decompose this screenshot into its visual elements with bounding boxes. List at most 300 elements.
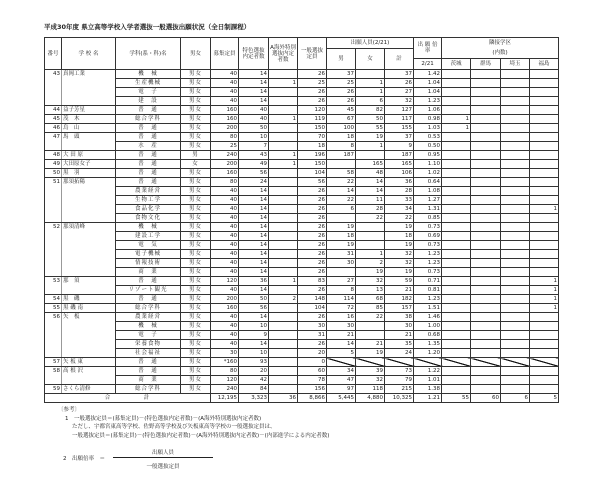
gunma-cell xyxy=(471,259,501,268)
male-cell: 72 xyxy=(327,304,356,313)
saitama-cell xyxy=(501,151,530,160)
saitama-cell xyxy=(501,313,530,322)
ibaraki-cell xyxy=(442,205,471,214)
notes xyxy=(58,406,329,440)
course-cell: 電 子 xyxy=(116,88,181,97)
female-cell: 48 xyxy=(356,169,385,178)
gender-cell: 男 xyxy=(181,151,211,160)
tokushoku-cell: 14 xyxy=(239,232,269,241)
fukushima-cell xyxy=(530,358,559,367)
ibaraki-cell xyxy=(442,367,471,376)
quota-cell: 160 xyxy=(211,115,239,124)
saitama-total: 6 xyxy=(501,394,530,403)
total-cell: 182 xyxy=(385,295,414,304)
kaigai-cell: 1 xyxy=(269,151,298,160)
gunma-total: 60 xyxy=(471,394,501,403)
gender-cell: 男女 xyxy=(181,187,211,196)
ratio-cell: 0.71 xyxy=(414,277,442,286)
male-cell: 27 xyxy=(327,277,356,286)
course-cell: 普 通 xyxy=(116,277,181,286)
kaigai-cell xyxy=(269,304,298,313)
tokushoku-cell: 10 xyxy=(239,133,269,142)
total-cell: 165 xyxy=(385,160,414,169)
ratio-cell: 1.51 xyxy=(414,304,442,313)
ibaraki-cell xyxy=(442,223,471,232)
header-no: 番号 xyxy=(45,38,62,70)
course-cell: 機 械 xyxy=(116,70,181,79)
ratio-cell: 1.04 xyxy=(414,88,442,97)
course-cell: 生物工学 xyxy=(116,196,181,205)
quota-cell: 40 xyxy=(211,223,239,232)
tokushoku-total: 3,323 xyxy=(239,394,269,403)
table-row xyxy=(45,277,559,286)
tokushoku-cell: 50 xyxy=(239,295,269,304)
school-name: さくら清修 xyxy=(62,385,116,394)
gunma-cell xyxy=(471,313,501,322)
quota-cell: 40 xyxy=(211,70,239,79)
fraction-bar xyxy=(113,457,213,458)
kaigai-cell xyxy=(269,97,298,106)
gender-cell: 男女 xyxy=(181,133,211,142)
female-cell: 14 xyxy=(356,187,385,196)
gender-cell: 男女 xyxy=(181,277,211,286)
saitama-cell xyxy=(501,358,530,367)
saitama-cell xyxy=(501,340,530,349)
table-row xyxy=(45,142,559,151)
ippan-cell: 0 xyxy=(298,358,327,367)
kaigai-cell xyxy=(269,259,298,268)
ippan-cell: 26 xyxy=(298,250,327,259)
kaigai-cell xyxy=(269,70,298,79)
ratio-cell: 1.00 xyxy=(414,322,442,331)
ippan-cell: 83 xyxy=(298,277,327,286)
kaigai-cell xyxy=(269,205,298,214)
total-cell xyxy=(385,358,414,367)
total-cell: 22 xyxy=(385,214,414,223)
ibaraki-cell xyxy=(442,142,471,151)
female-cell: 14 xyxy=(356,178,385,187)
saitama-cell xyxy=(501,169,530,178)
total-cell: 37 xyxy=(385,133,414,142)
table-row xyxy=(45,331,559,340)
table-row xyxy=(45,124,559,133)
course-cell: 社会福祉 xyxy=(116,349,181,358)
female-cell: 50 xyxy=(356,115,385,124)
tokushoku-cell: 14 xyxy=(239,241,269,250)
fukushima-cell xyxy=(530,142,559,151)
gender-cell: 男女 xyxy=(181,367,211,376)
tokushoku-cell: 14 xyxy=(239,97,269,106)
gunma-cell xyxy=(471,349,501,358)
gunma-cell xyxy=(471,214,501,223)
gender-cell: 男女 xyxy=(181,124,211,133)
header-pref-saitama: 埼玉 xyxy=(501,59,530,70)
saitama-cell xyxy=(501,349,530,358)
male-cell: 114 xyxy=(327,295,356,304)
kaigai-cell xyxy=(269,358,298,367)
ibaraki-cell xyxy=(442,268,471,277)
gunma-cell xyxy=(471,79,501,88)
male-cell: 37 xyxy=(327,70,356,79)
gender-cell: 男女 xyxy=(181,376,211,385)
table-row xyxy=(45,295,559,304)
ratio-cell xyxy=(414,358,442,367)
total-cell: 127 xyxy=(385,106,414,115)
fukushima-cell xyxy=(530,250,559,259)
table-row xyxy=(45,214,559,223)
ibaraki-cell xyxy=(442,241,471,250)
table-row xyxy=(45,70,559,79)
ratio-cell: 1.06 xyxy=(414,106,442,115)
tokushoku-cell: 14 xyxy=(239,70,269,79)
school-number: 53 xyxy=(45,277,62,295)
course-cell: 普 通 xyxy=(116,124,181,133)
female-cell: 55 xyxy=(356,124,385,133)
female-cell: 68 xyxy=(356,295,385,304)
fukushima-cell xyxy=(530,367,559,376)
gender-cell: 男女 xyxy=(181,322,211,331)
male-cell xyxy=(327,160,356,169)
table-row xyxy=(45,322,559,331)
male-cell: 58 xyxy=(327,169,356,178)
gender-cell: 男女 xyxy=(181,349,211,358)
ibaraki-cell xyxy=(442,349,471,358)
school-name: 烏 山 xyxy=(62,124,116,133)
ippan-cell: 26 xyxy=(298,88,327,97)
ippan-cell: 60 xyxy=(298,367,327,376)
male-cell: 8 xyxy=(327,286,356,295)
saitama-cell xyxy=(501,79,530,88)
saitama-cell xyxy=(501,286,530,295)
ratio-cell: 1.31 xyxy=(414,205,442,214)
male-cell: 67 xyxy=(327,115,356,124)
ibaraki-cell xyxy=(442,232,471,241)
tokushoku-cell: 14 xyxy=(239,223,269,232)
fukushima-total: 5 xyxy=(530,394,559,403)
quota-cell: 240 xyxy=(211,385,239,394)
male-cell: 26 xyxy=(327,88,356,97)
gender-cell: 男女 xyxy=(181,214,211,223)
course-cell: 電 子 xyxy=(116,331,181,340)
ratio-cell: 0.53 xyxy=(414,133,442,142)
fukushima-cell: 1 xyxy=(530,286,559,295)
kaigai-cell xyxy=(269,196,298,205)
ippan-cell: 26 xyxy=(298,241,327,250)
course-cell: 建設工学 xyxy=(116,232,181,241)
kaigai-cell xyxy=(269,178,298,187)
total-cell: 19 xyxy=(385,268,414,277)
total-total: 10,325 xyxy=(385,394,414,403)
kaigai-cell xyxy=(269,241,298,250)
table-row xyxy=(45,106,559,115)
ibaraki-cell: 1 xyxy=(442,124,471,133)
gunma-cell xyxy=(471,376,501,385)
gunma-cell xyxy=(471,124,501,133)
gunma-cell xyxy=(471,97,501,106)
school-number: 49 xyxy=(45,160,62,169)
male-cell: 31 xyxy=(327,250,356,259)
school-number: 44 xyxy=(45,106,62,115)
quota-cell: 40 xyxy=(211,187,239,196)
female-cell xyxy=(356,331,385,340)
table-row xyxy=(45,205,559,214)
ibaraki-cell: 1 xyxy=(442,115,471,124)
total-cell: 106 xyxy=(385,169,414,178)
kaigai-cell xyxy=(269,313,298,322)
quota-cell: 40 xyxy=(211,97,239,106)
saitama-cell xyxy=(501,187,530,196)
ippan-cell: 70 xyxy=(298,133,327,142)
ippan-cell: 26 xyxy=(298,313,327,322)
fukushima-cell xyxy=(530,214,559,223)
gender-cell: 男女 xyxy=(181,88,211,97)
female-cell: 21 xyxy=(356,340,385,349)
gender-cell: 男女 xyxy=(181,142,211,151)
school-name: 矢 板 東 xyxy=(62,358,116,367)
gender-cell: 男女 xyxy=(181,295,211,304)
total-cell: 157 xyxy=(385,304,414,313)
ibaraki-cell xyxy=(442,250,471,259)
gender-cell: 男女 xyxy=(181,169,211,178)
male-cell: 19 xyxy=(327,241,356,250)
ibaraki-cell xyxy=(442,79,471,88)
female-cell: 6 xyxy=(356,97,385,106)
male-cell: 22 xyxy=(327,178,356,187)
fukushima-cell xyxy=(530,322,559,331)
table-row xyxy=(45,376,559,385)
male-cell: 18 xyxy=(327,133,356,142)
course-cell: 機 械 xyxy=(116,223,181,232)
tokushoku-cell: 93 xyxy=(239,358,269,367)
female-cell: 82 xyxy=(356,106,385,115)
header-tokushoku: 特色選抜内定者数 xyxy=(239,38,269,70)
kaigai-cell xyxy=(269,214,298,223)
gunma-cell xyxy=(471,331,501,340)
ibaraki-cell xyxy=(442,322,471,331)
school-number: 54 xyxy=(45,295,62,304)
quota-total: 12,195 xyxy=(211,394,239,403)
quota-cell: 80 xyxy=(211,133,239,142)
course-cell: 商 業 xyxy=(116,376,181,385)
total-cell: 18 xyxy=(385,232,414,241)
quota-cell: 40 xyxy=(211,88,239,97)
total-label: 合 計 xyxy=(45,394,211,403)
table-row xyxy=(45,250,559,259)
quota-cell: 40 xyxy=(211,214,239,223)
saitama-cell xyxy=(501,106,530,115)
total-cell: 117 xyxy=(385,115,414,124)
fukushima-cell xyxy=(530,160,559,169)
ibaraki-cell xyxy=(442,106,471,115)
table-row xyxy=(45,223,559,232)
course-cell: 機 械 xyxy=(116,322,181,331)
total-cell: 21 xyxy=(385,286,414,295)
total-cell: 33 xyxy=(385,196,414,205)
ratio-cell: 0.98 xyxy=(414,115,442,124)
table-row xyxy=(45,151,559,160)
fukushima-cell xyxy=(530,223,559,232)
table-header xyxy=(45,38,559,70)
kaigai-cell xyxy=(269,124,298,133)
quota-cell: 40 xyxy=(211,232,239,241)
male-cell: 14 xyxy=(327,187,356,196)
saitama-cell xyxy=(501,367,530,376)
course-cell: 商 業 xyxy=(116,268,181,277)
ratio-cell: 1.10 xyxy=(414,160,442,169)
ippan-cell: 26 xyxy=(298,259,327,268)
quota-cell: 40 xyxy=(211,286,239,295)
tokushoku-cell: 43 xyxy=(239,151,269,160)
gender-cell: 男女 xyxy=(181,70,211,79)
ibaraki-cell xyxy=(442,304,471,313)
gunma-cell xyxy=(471,385,501,394)
quota-cell: 160 xyxy=(211,106,239,115)
ibaraki-cell xyxy=(442,385,471,394)
gender-cell: 男女 xyxy=(181,241,211,250)
ratio-cell: 0.50 xyxy=(414,142,442,151)
quota-cell: 200 xyxy=(211,124,239,133)
total-cell: 73 xyxy=(385,367,414,376)
male-cell: 45 xyxy=(327,106,356,115)
kaigai-cell xyxy=(269,322,298,331)
female-cell xyxy=(356,223,385,232)
quota-cell: 80 xyxy=(211,367,239,376)
fukushima-cell: 1 xyxy=(530,304,559,313)
tokushoku-cell: 36 xyxy=(239,277,269,286)
female-cell: 28 xyxy=(356,205,385,214)
male-cell: 14 xyxy=(327,340,356,349)
gunma-cell xyxy=(471,367,501,376)
female-cell xyxy=(356,358,385,367)
female-cell: 165 xyxy=(356,160,385,169)
table-row xyxy=(45,241,559,250)
quota-cell: 120 xyxy=(211,376,239,385)
course-cell: 総合学科 xyxy=(116,385,181,394)
ibaraki-cell xyxy=(442,133,471,142)
ibaraki-cell xyxy=(442,187,471,196)
fukushima-cell xyxy=(530,124,559,133)
course-cell: 食品化学 xyxy=(116,205,181,214)
kaigai-cell: 1 xyxy=(269,79,298,88)
ratio-cell: 1.38 xyxy=(414,385,442,394)
ippan-total: 8,866 xyxy=(298,394,327,403)
course-cell: リゾート観光 xyxy=(116,286,181,295)
fukushima-cell xyxy=(530,169,559,178)
ratio-cell: 1.01 xyxy=(414,376,442,385)
formula-denominator: 一般選抜定員 xyxy=(146,464,180,470)
ippan-cell: 26 xyxy=(298,232,327,241)
ippan-cell: 148 xyxy=(298,295,327,304)
table-row xyxy=(45,169,559,178)
gender-cell: 男女 xyxy=(181,115,211,124)
quota-cell: 240 xyxy=(211,151,239,160)
ratio-cell: 0.73 xyxy=(414,223,442,232)
total-cell: 27 xyxy=(385,88,414,97)
school-number: 58 xyxy=(45,367,62,385)
fukushima-cell xyxy=(530,178,559,187)
saitama-cell xyxy=(501,205,530,214)
female-cell: 85 xyxy=(356,304,385,313)
tokushoku-cell: 14 xyxy=(239,196,269,205)
school-name: 那 須 xyxy=(62,277,116,295)
school-number: 47 xyxy=(45,133,62,151)
tokushoku-cell: 49 xyxy=(239,160,269,169)
male-cell xyxy=(327,214,356,223)
ippan-cell: 25 xyxy=(298,79,327,88)
formula-numerator: 出願人員 xyxy=(151,450,174,456)
gunma-cell xyxy=(471,133,501,142)
page-title: 平成30年度 県立高等学校入学者選抜一般選抜出願状況（全日制課程） xyxy=(44,23,251,31)
quota-cell: 200 xyxy=(211,295,239,304)
quota-cell: 25 xyxy=(211,142,239,151)
gender-cell: 男女 xyxy=(181,79,211,88)
school-name: 真岡工業 xyxy=(62,70,116,106)
header-quota: 募集定員 xyxy=(211,38,239,70)
course-cell: 総合学科 xyxy=(116,115,181,124)
notes-line-2: ただし、宇都宮東高等学校、佐野高等学校及び矢板東高等学校の一般選抜定員は、 xyxy=(72,424,276,430)
gunma-cell xyxy=(471,268,501,277)
saitama-cell xyxy=(501,88,530,97)
ibaraki-total: 55 xyxy=(442,394,471,403)
fukushima-cell xyxy=(530,232,559,241)
male-cell: 16 xyxy=(327,313,356,322)
male-cell: 47 xyxy=(327,376,356,385)
tokushoku-cell: 9 xyxy=(239,331,269,340)
male-cell: 19 xyxy=(327,223,356,232)
tokushoku-cell: 20 xyxy=(239,367,269,376)
table-row xyxy=(45,268,559,277)
fukushima-cell xyxy=(530,196,559,205)
ippan-cell: 196 xyxy=(298,151,327,160)
ibaraki-cell xyxy=(442,277,471,286)
saitama-cell xyxy=(501,97,530,106)
school-name: 黒 磯 南 xyxy=(62,304,116,313)
school-name: 矢 板 xyxy=(62,313,116,358)
quota-cell: 40 xyxy=(211,250,239,259)
quota-cell: 40 xyxy=(211,340,239,349)
tokushoku-cell: 14 xyxy=(239,259,269,268)
gender-cell: 男女 xyxy=(181,259,211,268)
course-cell: 普 通 xyxy=(116,367,181,376)
male-cell: 5 xyxy=(327,349,356,358)
school-name: 馬 頭 xyxy=(62,133,116,151)
kaigai-cell xyxy=(269,376,298,385)
saitama-cell xyxy=(501,232,530,241)
female-cell: 32 xyxy=(356,277,385,286)
quota-cell: 40 xyxy=(211,322,239,331)
total-cell: 19 xyxy=(385,223,414,232)
course-cell: 生産機械 xyxy=(116,79,181,88)
male-cell: 97 xyxy=(327,385,356,394)
quota-cell: 200 xyxy=(211,160,239,169)
ratio-cell: 1.03 xyxy=(414,124,442,133)
total-cell: 187 xyxy=(385,151,414,160)
kaigai-cell xyxy=(269,106,298,115)
ippan-cell: 120 xyxy=(298,106,327,115)
quota-cell: *160 xyxy=(211,358,239,367)
formula-label: 2 出願倍率 ＝ xyxy=(63,456,105,462)
female-cell: 39 xyxy=(356,367,385,376)
quota-cell: 80 xyxy=(211,178,239,187)
fukushima-cell xyxy=(530,259,559,268)
school-name: 那須清峰 xyxy=(62,223,116,277)
tokushoku-cell: 24 xyxy=(239,178,269,187)
ibaraki-cell xyxy=(442,169,471,178)
ratio-cell: 1.02 xyxy=(414,169,442,178)
course-cell: 普 通 xyxy=(116,358,181,367)
header-ippan: 一般選抜定員 xyxy=(298,38,327,70)
school-name: 大 田 原 xyxy=(62,151,116,160)
